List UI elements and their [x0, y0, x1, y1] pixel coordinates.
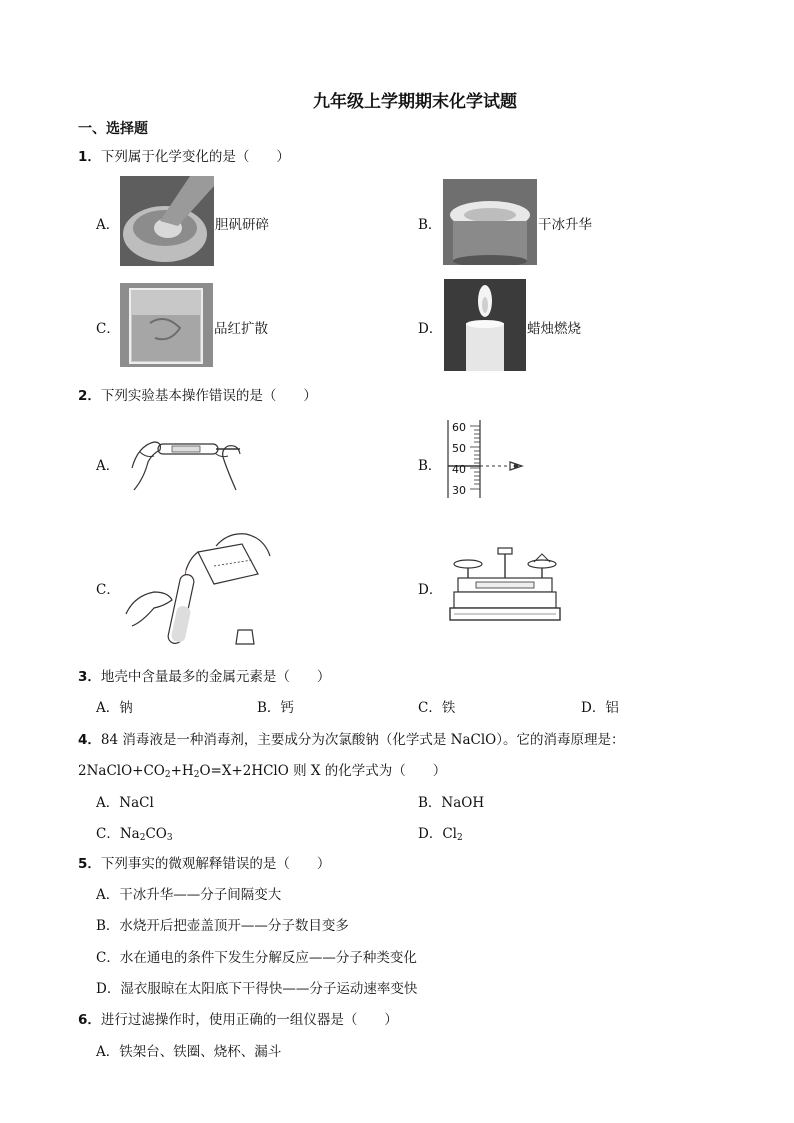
- q6-option-a[interactable]: [96, 1040, 281, 1060]
- option-text: CO: [145, 826, 167, 842]
- q1-option-a-text: 胆矾研碎: [215, 217, 269, 233]
- question-4-stem: [78, 728, 625, 748]
- question-3-stem: [78, 665, 330, 685]
- page-title: 九年级上学期期末化学试题: [313, 92, 517, 112]
- question-1-stem: [78, 145, 290, 165]
- q5-option-b[interactable]: [96, 914, 349, 934]
- question-4-equation: [78, 759, 446, 780]
- option-letter: B．: [257, 700, 281, 716]
- q4-option-b[interactable]: [418, 791, 484, 811]
- option-text: 钙: [280, 700, 294, 716]
- q5-option-d[interactable]: [96, 977, 417, 997]
- option-letter: C．: [96, 826, 120, 842]
- equation-part: +H: [170, 763, 194, 779]
- equation-part: 2NaClO+CO: [78, 763, 165, 779]
- question-text: 下列实验基本操作错误的是（ ）: [100, 388, 317, 404]
- question-text: 下列事实的微观解释错误的是（ ）: [100, 856, 331, 872]
- question-number: 5．: [78, 856, 101, 872]
- q2-option-b-letter[interactable]: B．: [418, 458, 442, 474]
- option-letter: A．: [96, 795, 120, 811]
- option-letter: B．: [418, 795, 442, 811]
- option-letter: D．: [418, 826, 443, 842]
- option-letter: A．: [96, 1044, 120, 1060]
- question-number: 1．: [78, 149, 101, 165]
- cylinder-tick-40: 40: [452, 463, 466, 476]
- test-tube-hands-illustration: [124, 428, 244, 494]
- option-text: 湿衣服晾在太阳底下干得快——分子运动速率变快: [120, 981, 418, 997]
- question-number: 3．: [78, 669, 101, 685]
- option-text: Cl: [442, 826, 457, 842]
- option-text: 铁: [441, 700, 456, 716]
- option-letter: C．: [418, 700, 442, 716]
- q3-option-d[interactable]: [581, 696, 619, 716]
- subscript: 2: [456, 833, 463, 843]
- q1-option-d-text: 蜡烛燃烧: [527, 321, 581, 337]
- subscript: 3: [166, 833, 173, 843]
- option-letter: B．: [96, 918, 120, 934]
- q3-option-a[interactable]: [96, 696, 133, 716]
- q1-option-c-letter[interactable]: C．: [96, 321, 120, 337]
- question-5-stem: [78, 852, 330, 872]
- question-text: 84 消毒液是一种消毒剂，主要成分为次氯酸钠（化学式是 NaClO）。它的消毒原理是：: [100, 732, 625, 748]
- question-number: 2．: [78, 388, 101, 404]
- option-text: 水烧开后把壶盖顶开——分子数目变多: [119, 918, 349, 934]
- q2-option-c-letter[interactable]: C．: [96, 582, 120, 598]
- subscript: 2: [139, 833, 146, 843]
- option-text: Na: [119, 826, 140, 842]
- option-text: NaOH: [441, 795, 485, 811]
- q3-option-c[interactable]: [418, 696, 455, 716]
- option-letter: D．: [581, 700, 606, 716]
- option-letter: C．: [96, 950, 120, 966]
- q5-option-c[interactable]: [96, 946, 417, 966]
- q4-option-a[interactable]: [96, 791, 154, 811]
- q1-option-a-letter[interactable]: A．: [96, 217, 120, 233]
- equation-part: O=X+2HClO 则 X 的化学式为（ ）: [199, 763, 447, 779]
- q4-option-c[interactable]: [96, 822, 173, 843]
- q3-option-b[interactable]: [257, 696, 294, 716]
- cylinder-tick-60: 60: [452, 421, 466, 434]
- mortar-pestle-photo: [120, 176, 214, 266]
- q2-option-a-letter[interactable]: A．: [96, 458, 120, 474]
- question-text: 地壳中含量最多的金属元素是（ ）: [100, 669, 331, 685]
- option-text: 干冰升华——分子间隔变大: [119, 887, 282, 903]
- question-number: 4．: [78, 732, 101, 748]
- question-text: 进行过滤操作时，使用正确的一组仪器是（ ）: [100, 1012, 398, 1028]
- q1-option-b-text: 干冰升华: [538, 217, 592, 233]
- pouring-liquid-illustration: [124, 526, 272, 654]
- option-text: 钠: [119, 700, 133, 716]
- question-6-stem: [78, 1008, 398, 1028]
- candle-photo: [444, 279, 526, 371]
- option-text: 水在通电的条件下发生分解反应——分子种类变化: [119, 950, 417, 966]
- option-letter: A．: [96, 700, 120, 716]
- q1-option-d-letter[interactable]: D．: [418, 321, 443, 337]
- question-text: 下列属于化学变化的是（ ）: [100, 149, 290, 165]
- cylinder-tick-50: 50: [452, 442, 466, 455]
- option-letter: A．: [96, 887, 120, 903]
- subscript: 2: [164, 770, 171, 780]
- option-text: 铁架台、铁圈、烧杯、漏斗: [119, 1044, 282, 1060]
- subscript: 2: [193, 770, 200, 780]
- question-number: 6．: [78, 1012, 101, 1028]
- option-text: NaCl: [119, 795, 154, 811]
- q1-option-c-text: 品红扩散: [214, 321, 268, 337]
- q2-option-d-letter[interactable]: D．: [418, 582, 443, 598]
- dry-ice-photo: [443, 179, 537, 265]
- option-letter: D．: [96, 981, 121, 997]
- q5-option-a[interactable]: [96, 883, 281, 903]
- section-heading: 一、选择题: [78, 121, 148, 137]
- option-text: 铝: [605, 700, 619, 716]
- cylinder-tick-30: 30: [452, 484, 466, 497]
- beaker-diffusion-photo: [120, 283, 213, 367]
- question-2-stem: [78, 384, 317, 404]
- balance-scale-illustration: [450, 544, 562, 624]
- q4-option-d[interactable]: [418, 822, 463, 843]
- q1-option-b-letter[interactable]: B．: [418, 217, 442, 233]
